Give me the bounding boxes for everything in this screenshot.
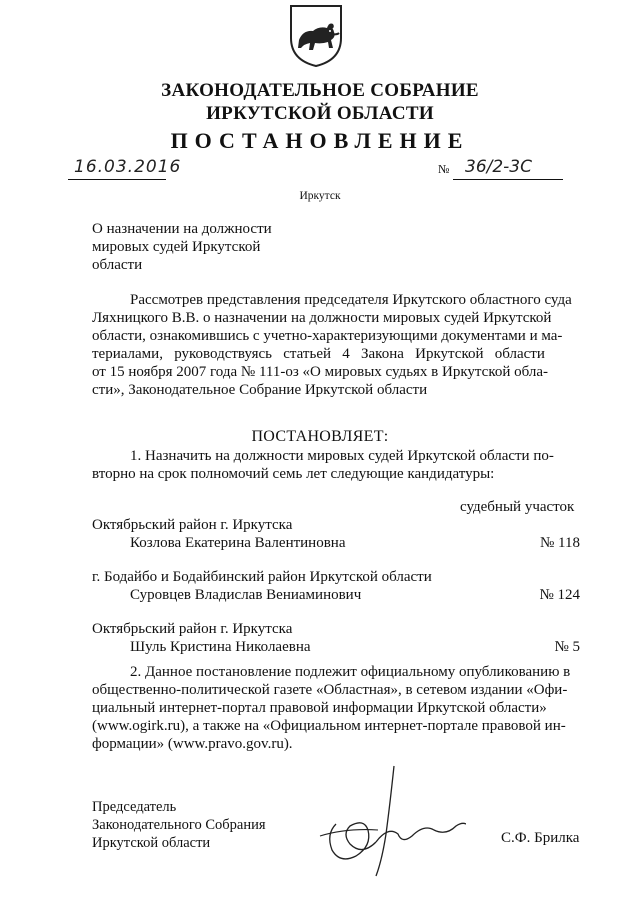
item-1-line: 1. Назначить на должности мировых судей Иркутской области по- xyxy=(130,448,554,464)
item-2 xyxy=(92,663,580,753)
item-2-line: циальный интернет-портал правовой информации Иркутской области» xyxy=(92,700,547,716)
candidate-name: Суровцев Владислав Вениаминович xyxy=(130,587,362,603)
candidate-district: Октябрьский район г. Иркутска xyxy=(92,621,293,637)
plot-column-header: судебный участок xyxy=(460,499,575,515)
coat-of-arms-icon xyxy=(287,4,345,68)
number-field xyxy=(453,157,563,180)
candidate-plot: № 118 xyxy=(539,535,580,551)
candidate-district: г. Бодайбо и Бодайбинский район Иркутской области xyxy=(92,569,432,585)
candidate-plot: № 5 xyxy=(554,639,580,655)
item-2-line: 2. Данное постановление подлежит официальному опубликованию в xyxy=(130,664,571,680)
preamble-line: териалами, руководствуясь статьей 4 Закона Иркутской области xyxy=(92,346,545,362)
subject-line: мировых судей Иркутской xyxy=(92,239,261,255)
candidate-district: Октябрьский район г. Иркутска xyxy=(92,517,293,533)
document-number: 36/2-3С xyxy=(465,157,532,177)
preamble-line: Рассмотрев представления председателя Иркутского областного суда xyxy=(130,292,572,308)
subject-line: области xyxy=(92,257,143,273)
subject-line: О назначении на должности xyxy=(92,221,272,237)
signatory-position-line: Иркутской области xyxy=(92,835,211,851)
handwritten-signature xyxy=(316,764,466,884)
document-date: 16.03.2016 xyxy=(74,157,182,177)
preamble-line: области, ознакомившись с учетно-характеризующими документами и ма- xyxy=(92,328,563,344)
item-2-line: (www.ogirk.ru), а также на «Официальном интернет-портале правовой ин- xyxy=(92,718,566,734)
item-1 xyxy=(92,447,580,483)
subject xyxy=(92,220,272,274)
candidate-name: Козлова Екатерина Валентиновна xyxy=(130,535,346,551)
signatory-name: С.Ф. Брилка xyxy=(501,830,580,846)
number-prefix: № xyxy=(438,162,450,176)
organization-name-line1: ЗАКОНОДАТЕЛЬНОЕ СОБРАНИЕ xyxy=(161,80,479,101)
date-field xyxy=(68,157,182,180)
preamble-line: от 15 ноября 2007 года № 111-оз «О мировых судьях в Иркутской обла- xyxy=(92,364,549,380)
item-2-line: формации» (www.pravo.gov.ru). xyxy=(92,736,293,752)
candidate-plot: № 124 xyxy=(539,587,580,603)
organization-name-line2: ИРКУТСКОЙ ОБЛАСТИ xyxy=(206,103,434,124)
city: Иркутск xyxy=(299,190,341,202)
item-1-line: вторно на срок полномочий семь лет следующие кандидатуры: xyxy=(92,466,495,482)
preamble xyxy=(92,291,580,399)
signatory-position-line: Председатель xyxy=(92,799,177,815)
resolves-heading: ПОСТАНОВЛЯЕТ: xyxy=(251,428,389,445)
document-type: ПОСТАНОВЛЕНИЕ xyxy=(170,128,470,153)
candidate-name: Шуль Кристина Николаевна xyxy=(130,639,311,655)
signatory-position xyxy=(92,798,266,852)
preamble-line: сти», Законодательное Собрание Иркутской области xyxy=(92,382,428,398)
item-2-line: общественно-политической газете «Областная», в сетевом издании «Офи- xyxy=(92,682,568,698)
preamble-line: Ляхницкого В.В. о назначении на должности мировых судей Иркутской xyxy=(92,310,552,326)
signatory-position-line: Законодательного Собрания xyxy=(92,817,266,833)
